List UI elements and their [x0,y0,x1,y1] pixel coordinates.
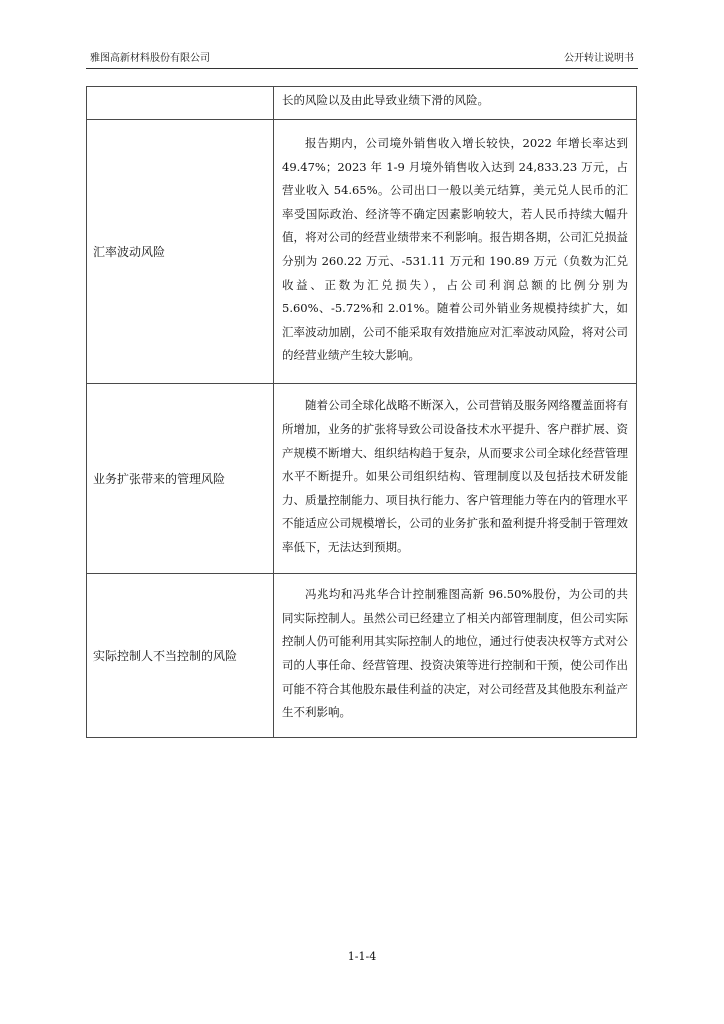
company-name: 雅图高新材料股份有限公司 [90,53,210,64]
table-row [87,574,637,738]
risk-description: 长的风险以及由此导致业绩下滑的风险。 [282,93,489,108]
page-header [86,52,638,69]
risk-description-cell [274,384,637,574]
table-row [87,87,637,120]
risk-name-cell: 实际控制人不当控制的风险 [87,574,274,738]
page-number: 1-1-4 [347,950,377,963]
table-row [87,120,637,384]
risk-description: 随着公司全球化战略不断深入，公司营销及服务网络覆盖面将有所增加，业务的扩张将导致公司设备技术水平提升、客户群扩展、资产规模不断增大、组织结构趋于复杂，从而要求公司全球化经营管理水平不断提升。如果公司组织结构、管理制度以及包括技术研发能力、质量控制能力、项目执行能力、客户管理能力等在内的管理水平不能适应公司规模增长，公司的业务扩张和盈利提升将受制于管理效率低下，无法达到预期。 [282,398,628,554]
table-row [87,384,637,574]
risk-description-cell [274,87,637,120]
risk-description: 冯兆均和冯兆华合计控制雅图高新 96.50%股份，为公司的共同实际控制人。虽然公司已经建立了相关内部管理制度，但公司实际控制人仍可能利用其实际控制人的地位，通过行使表决权等方式对公司的人事任命、经营管理、投资决策等进行控制和干预，使公司作出可能不符合其他股东最佳利益的决定，对公司经营及其他股东利益产生不利影响。 [282,587,628,720]
risk-name-cell: 汇率波动风险 [87,120,274,384]
risk-table [86,86,637,738]
document-title: 公开转让说明书 [564,53,634,64]
risk-name-cell: 业务扩张带来的管理风险 [87,384,274,574]
risk-description-cell [274,574,637,738]
risk-description: 报告期内，公司境外销售收入增长较快，2022 年增长率达到 49.47%；2023 年 1-9 月境外销售收入达到 24,833.23 万元，占营业收入 54.65%。公司出口一般以美元结算，美元兑人民币的汇率受国际政治、经济等不确定因素影响较大，若人民币持续大幅升值，将对公司的经营业绩带来不利影响。报告期各期，公司汇兑损益分别为 260.22 万元、-531.11 万元和 190.89 万元（负数为汇兑收益、正数为汇兑损失），占公司利润总额的比例分别为 5.60%、-5.72%和 2.01%。随着公司外销业务规模持续扩大，如汇率波动加剧，公司不能采取有效措施应对汇率波动风险，将对公司的经营业绩产生较大影响。 [282,136,628,363]
risk-description-cell [274,120,637,384]
risk-name-cell [87,87,274,120]
